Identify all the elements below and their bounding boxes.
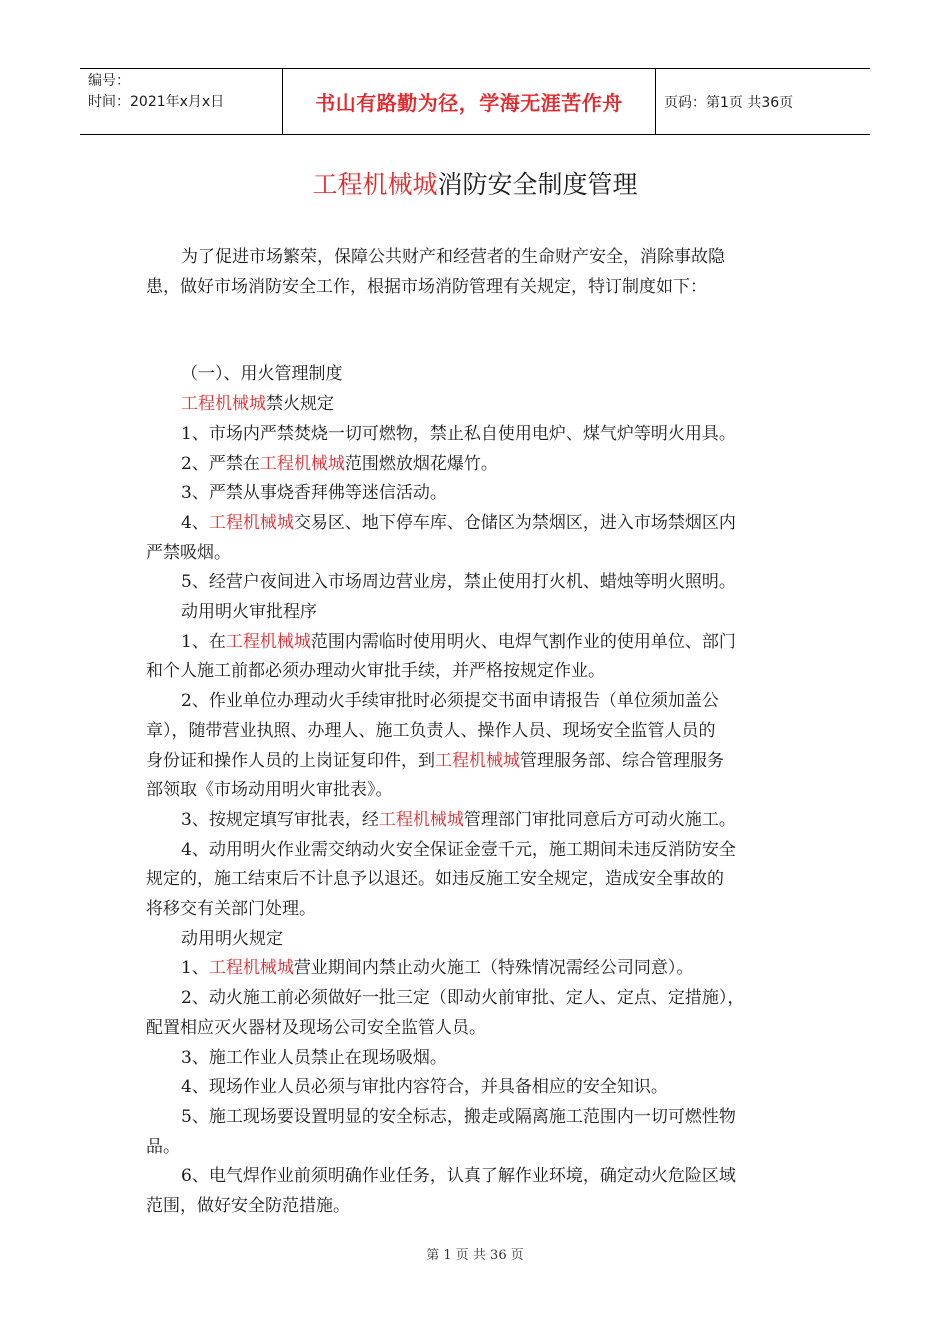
rule-text: 1、在 <box>181 631 226 652</box>
rule-text: 2、严禁在 <box>181 453 260 474</box>
rule-item-continued: 和个人施工前都必须办理动火审批手续，并严格按规定作业。 <box>146 661 605 682</box>
rule-text: 范围内需临时使用明火、电焊气割作业的使用单位、部门 <box>310 631 736 652</box>
rule-text: 营业期间内禁止动火施工（特殊情况需经公司同意）。 <box>293 958 694 979</box>
header-motto: 书山有路勤为径，学海无涯苦作舟 <box>282 69 656 134</box>
rule-item-continued <box>146 747 814 777</box>
intro-line: 为了促进市场繁荣，保障公共财产和经营者的生命财产安全，消除事故隐 <box>181 247 725 267</box>
intro-line: 患，做好市场消防安全工作，根据市场消防管理有关规定，特订制度如下： <box>146 276 707 297</box>
spacer <box>146 302 814 360</box>
highlight-text: 工程机械城 <box>208 512 294 533</box>
rule-item <box>146 450 814 480</box>
date-label: 时间：2021年x月x日 <box>88 94 225 110</box>
rule-item <box>146 806 814 836</box>
rule-item: 6、电气焊作业前须明确作业任务，认真了解作业环境，确定动火危险区域 <box>181 1166 736 1187</box>
highlight-text: 工程机械城 <box>378 809 464 830</box>
document-title <box>0 168 950 202</box>
rule-text: 4、 <box>181 512 209 533</box>
rule-item <box>146 954 814 984</box>
rule-item-continued: 配置相应灭火器材及现场公司安全监管人员。 <box>146 1017 486 1038</box>
rule-text: 1、 <box>181 958 209 979</box>
document-body <box>146 243 814 1222</box>
page-header <box>80 68 870 135</box>
subheading <box>146 390 814 420</box>
rule-item: 2、动火施工前必须做好一批三定（即动火前审批、定人、定点、定措施）， <box>181 988 745 1009</box>
header-page-info: 页码：第1页 共36页 <box>664 94 794 111</box>
rule-item: 3、严禁从事烧香拜佛等迷信活动。 <box>181 483 447 504</box>
highlight-text: 工程机械城 <box>259 453 345 474</box>
rule-item: 4、动用明火作业需交纳动火安全保证金壹千元，施工期间未违反消防安全 <box>181 839 736 860</box>
rule-item-continued: 规定的，施工结束后不计息予以退还。如违反施工安全规定，造成安全事故的 <box>146 869 724 890</box>
rule-item-continued: 将移交有关部门处理。 <box>146 899 316 920</box>
highlight-text: 工程机械城 <box>435 750 520 771</box>
highlight-text: 工程机械城 <box>208 958 294 979</box>
rule-item-continued: 品。 <box>146 1136 180 1157</box>
rule-item: 5、经营户夜间进入市场周边营业房，禁止使用打火机、蜡烛等明火照明。 <box>181 572 736 593</box>
header-meta <box>80 69 282 134</box>
rule-text: 管理服务部、综合管理服务 <box>520 750 724 771</box>
number-label: 编号： <box>88 73 130 89</box>
rule-item-continued: 范围，做好安全防范措施。 <box>146 1196 350 1217</box>
rule-text: 身份证和操作人员的上岗证复印件，到 <box>146 750 435 771</box>
rule-item: 4、现场作业人员必须与审批内容符合，并具备相应的安全知识。 <box>181 1077 668 1098</box>
title-rest: 消防安全制度管理 <box>437 170 638 199</box>
rule-item <box>146 628 814 658</box>
highlight-text: 工程机械城 <box>181 394 266 415</box>
section-heading: （一）、用火管理制度 <box>181 364 343 385</box>
subheading-text: 禁火规定 <box>266 394 334 415</box>
rule-item-continued: 严禁吸烟。 <box>146 542 231 563</box>
rule-text: 范围燃放烟花爆竹。 <box>344 453 498 474</box>
rule-item-continued: 部领取《市场动用明火审批表》。 <box>146 780 393 801</box>
rule-item-continued: 章），随带营业执照、办理人、施工负责人、操作人员、现场安全监管人员的 <box>146 720 716 741</box>
rule-item: 3、施工作业人员禁止在现场吸烟。 <box>181 1047 447 1068</box>
rule-text: 交易区、地下停车库、仓储区为禁烟区，进入市场禁烟区内 <box>293 512 736 533</box>
rule-item <box>146 509 814 539</box>
page-footer: 第 1 页 共 36 页 <box>426 1248 524 1263</box>
title-highlight: 工程机械城 <box>312 170 438 199</box>
subheading: 动用明火审批程序 <box>181 602 317 623</box>
highlight-text: 工程机械城 <box>225 631 311 652</box>
rule-item: 1、市场内严禁焚烧一切可燃物，禁止私自使用电炉、煤气炉等明火用具。 <box>181 423 736 444</box>
rule-text: 管理部门审批同意后方可动火施工。 <box>463 809 736 830</box>
rule-text: 3、按规定填写审批表，经 <box>181 809 379 830</box>
subheading: 动用明火规定 <box>181 928 283 949</box>
rule-item: 2、作业单位办理动火手续审批时必须提交书面申请报告（单位须加盖公 <box>181 691 719 712</box>
rule-item: 5、施工现场要设置明显的安全标志，搬走或隔离施工范围内一切可燃性物 <box>181 1106 736 1127</box>
